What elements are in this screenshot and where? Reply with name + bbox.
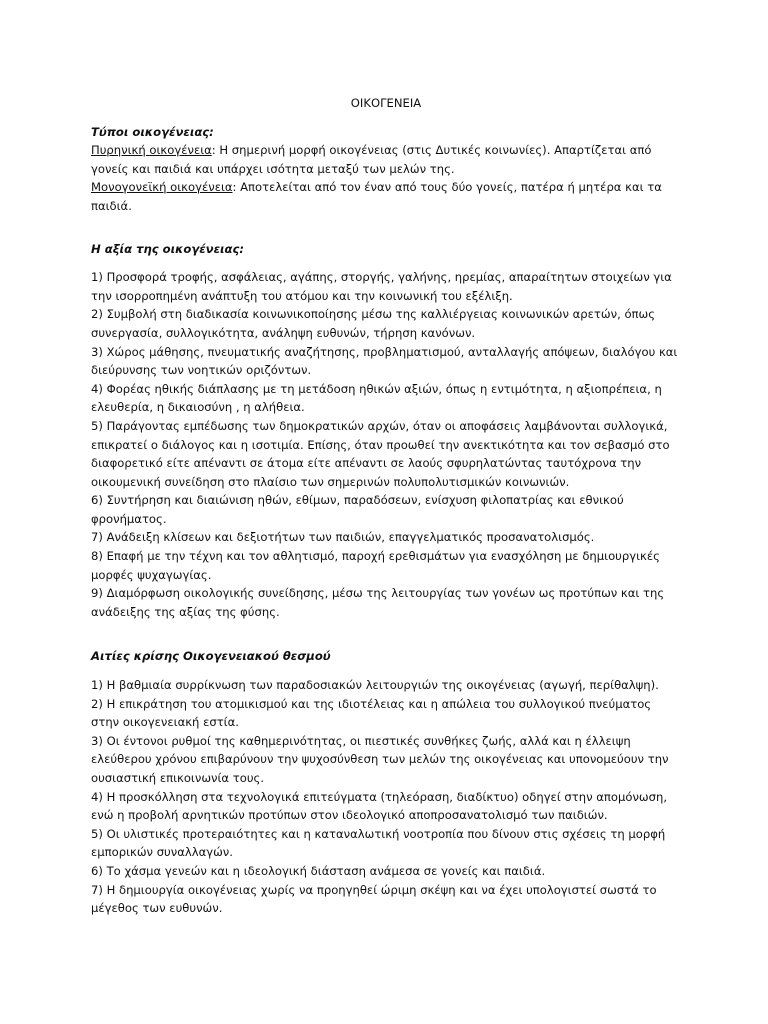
list-item: 4) Φορέας ηθικής διάπλασης με τη μετάδοση ηθικών αξιών, όπως η εντιμότητα, η αξιοπρέπεια, η ελευθερία, η δικαιοσύνη , η αλήθεια.	[91, 381, 662, 415]
value-heading: Η αξία της οικογένειας:	[91, 241, 245, 256]
list-item: 9) Διαμόρφωση οικολογικής συνείδησης, μέσω της λειτουργίας των γονέων ως προτύπων και της ανάδειξης της αξίας της φύσης.	[91, 586, 665, 619]
crisis-heading: Αιτίες κρίσης Οικογενειακού θεσμού	[91, 649, 331, 664]
spacer	[91, 216, 681, 240]
list-item: 1) Η βαθμιαία συρρίκνωση των παραδοσιακών λειτουργιών της οικογένειας (αγωγή, περίθαλψη).	[91, 678, 659, 693]
spacer	[91, 666, 681, 676]
page-title: ΟΙΚΟΓΕΝΕΙΑ	[350, 96, 422, 110]
list-item: 8) Επαφή με την τέχνη και τον αθλητισμό, παροχή ερεθισμάτων για ενασχόληση με δημιουργικές μορφές ψυχαγωγίας.	[91, 549, 660, 582]
nuclear-family-term: Πυρηνική οικογένεια	[91, 143, 212, 158]
list-item: 1) Προσφορά τροφής, ασφάλειας, αγάπης, στοργής, γαλήνης, ηρεμίας, απαραίτητων στοιχείων για την ισορροπημένη ανάπτυξη του ατόμου και την κοινωνική του εξέλιξη.	[91, 270, 672, 303]
types-heading: Τύποι οικογένειας:	[91, 124, 214, 139]
list-item: 6) Το χάσμα γενεών και η ιδεολογική διάσταση ανάμεσα σε γονείς και παιδιά.	[91, 863, 546, 878]
value-list	[91, 268, 681, 621]
spacer	[91, 621, 681, 647]
single-parent-term: Μονογονεϊκή οικογένεια	[91, 180, 233, 195]
list-item: 4) Η προσκόλληση στα τεχνολογικά επιτεύγματα (τηλεόραση, διαδίκτυο) οδηγεί στην απομόνωση, ενώ η προβολή αρνητικών προτύπων στον ιδεολογικό αποπροσανατολισμό των παιδιών.	[91, 789, 668, 823]
list-item: 3) Χώρος μάθησης, πνευματικής αναζήτησης, προβληματισμού, ανταλλαγής απόψεων, διαλόγου και διεύρυνσης των νοητικών οριζόντων.	[91, 344, 678, 378]
nuclear-family-paragraph	[91, 141, 681, 178]
list-item: 2) Η επικράτηση του ατομικισμού και της ιδιοτέλειας και η απώλεια του συλλογικού πνεύματος στην οικογενειακή εστία.	[91, 696, 652, 730]
nuclear-family-text: : Η σημερινή μορφή οικογένειας (στις Δυτικές κοινωνίες). Απαρτίζεται από γονείς και παιδιά και υπάρχει ισότητα μεταξύ των μελών της.	[91, 143, 652, 176]
list-item: 7) Η δημιουργία οικογένειας χωρίς να προηγηθεί ώριμη σκέψη και να έχει υπολογιστεί σωστά το μέγεθος των ευθυνών.	[91, 882, 657, 916]
single-parent-paragraph	[91, 178, 681, 215]
list-item: 6) Συντήρηση και διαιώνιση ηθών, εθίμων, παραδόσεων, ενίσχυση φιλοπατρίας και εθνικού φρονήματος.	[91, 493, 624, 526]
single-parent-text: : Αποτελείται από τον έναν από τους δύο γονείς, πατέρα ή μητέρα και τα παιδιά.	[91, 180, 662, 213]
list-item: 5) Οι υλιστικές προτεραιότητες και η καταναλωτική νοοτροπία που δίνουν στις σχέσεις τη μορφή εμπορικών συναλλαγών.	[91, 826, 666, 860]
list-item: 3) Οι έντονοι ρυθμοί της καθημερινότητας, οι πιεστικές συνθήκες ζωής, αλλά και η έλλειψη ελεύθερου χρόνου επιβαρύνουν την ψυχοσύνθεση των μελών της οικογένειας και υπονομεύουν την ουσιαστική επικοινωνία τους.	[91, 733, 669, 785]
list-item: 5) Παράγοντας εμπέδωσης των δημοκρατικών αρχών, όταν οι αποφάσεις λαμβάνονται συλλογικά, επικρατεί ο διάλογος και η ισοτιμία. Επίσης, όταν προωθεί την ανεκτικότητα και τον σεβασμό στο διαφορετικό είτε απέναντι σε άτομα είτε απέναντι σε λαούς σφυρηλατώντας ταυτόχρονα την οικουμενική συνείδηση στο πλαίσιο των σημερινών πολυπολυτισμικών κοινωνιών.	[91, 418, 670, 489]
crisis-list	[91, 676, 681, 918]
document-body	[91, 94, 681, 918]
spacer	[91, 258, 681, 268]
list-item: 7) Ανάδειξη κλίσεων και δεξιοτήτων των παιδιών, επαγγελματικός προσανατολισμός.	[91, 530, 595, 545]
list-item: 2) Συμβολή στη διαδικασία κοινωνικοποίησης μέσω της καλλιέργειας κοινωνικών αρετών, όπως συνεργασία, συλλογικότητα, ανάληψη ευθυνών, τήρηση κανόνων.	[91, 307, 656, 340]
